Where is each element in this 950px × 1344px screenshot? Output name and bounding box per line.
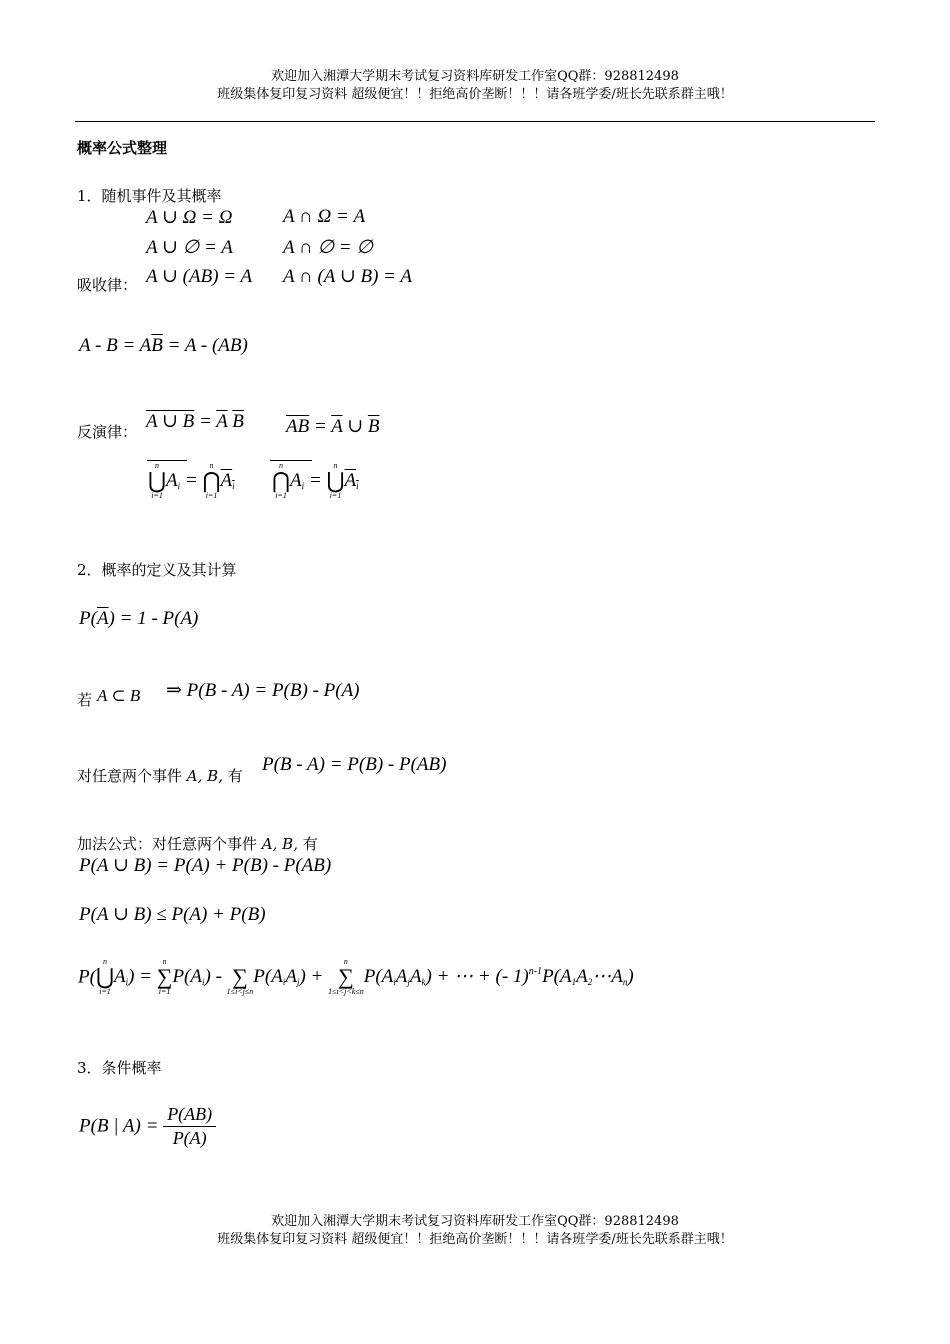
page-footer-line1: 欢迎加入湘潭大学期末考试复习资料库研发工作室QQ群：928812498	[271, 1214, 679, 1229]
section-1-heading: 1．随机事件及其概率	[77, 187, 222, 205]
cond-numerator: P(AB)	[163, 1104, 216, 1127]
formula-addition: P(A ∪ B) = P(A) + P(B) - P(AB)	[79, 855, 332, 876]
overline-bigcap	[270, 460, 312, 461]
formula-union-omega: A ∪ Ω = Ω	[146, 207, 233, 228]
section-2-heading: 2．概率的定义及其计算	[77, 561, 237, 579]
absorption-label: 吸收律：	[77, 276, 138, 294]
formula-subset-condition: A ⊂ B	[97, 686, 141, 705]
formula-inclusion-exclusion: P( n ⋃ i=1 $A_i$) = n ∑ i=1 $P(A_i)$ - ∑ 1≤i<j≤n $P(A_iA_j)$ + n ∑ 1≤i<j<k≤n $P(A_iA_jA_k)$ + ⋯ + (- $1)^{n-1}P(A_1A_2\cdots A_n)$	[78, 957, 634, 996]
cond-denominator: P(A)	[172, 1128, 207, 1148]
section-3-heading: 3．条件概率	[77, 1059, 162, 1077]
header-rule	[75, 121, 875, 122]
formula-addition-inequality: P(A ∪ B) ≤ P(A) + P(B)	[79, 904, 266, 925]
addition-formula-label: 加法公式：对任意两个事件 A, B, 有	[77, 835, 318, 853]
page-footer-line2: 班级集体复印复习资料 超级便宜！！拒绝高价垄断！！！请各班学委/班长先联系群主哦！	[217, 1232, 733, 1247]
formula-demorgan-1: A ∪ $B = \overline{A}$ $\overline{B}$	[146, 411, 244, 432]
if-label: 若	[77, 691, 93, 709]
demorgan-label: 反演律：	[77, 423, 138, 441]
diff-bbar: $\overline{B}$	[151, 335, 163, 356]
formula-intersect-omega: A ∩ Ω = A	[283, 206, 366, 227]
formula-union-empty: A ∪ ∅ = A	[146, 237, 233, 258]
page-header-line2: 班级集体复印复习资料 超级便宜！！拒绝高价垄断！！！请各班学委/班长先联系群主哦！	[217, 87, 733, 102]
formula-demorgan-2: $\overline{AB} = \overline{A}$ ∪ $\overline{B}$	[286, 416, 380, 437]
formula-conditional-probability: P(B | A) = $\frac{P(AB)}{P(A)}$	[79, 1104, 216, 1149]
formula-demorgan-general-2: n ⋂ i=1 $A_i$ = n ⋃ i=1 $A_i$	[272, 461, 359, 500]
page-header-line1: 欢迎加入湘潭大学期末考试复习资料库研发工作室QQ群：928812498	[271, 69, 679, 84]
formula-intersect-empty: A ∩ ∅ = ∅	[283, 237, 373, 258]
overline-bigcup	[147, 460, 187, 461]
formula-complement-probability: $P(\overline{A}) = 1 - P(A)$	[79, 608, 199, 629]
formula-any-two-difference: P(B - A) = P(B) - P(AB)	[262, 754, 447, 775]
diff-start: A - B = A	[79, 335, 152, 356]
formula-absorption-2: A ∩ (A ∪ B) = A	[283, 266, 413, 287]
any-two-events-line: 对任意两个事件 A, B, 有	[77, 767, 243, 785]
formula-difference	[79, 335, 248, 357]
formula-subset-result: ⇒ P(B - A) = P(B) - P(A)	[166, 680, 360, 701]
diff-end: = A - (AB)	[162, 335, 248, 356]
formula-absorption-1: A ∪ (AB) = A	[146, 266, 253, 287]
formula-demorgan-general-1: n ⋃ i=1 $A_i$ = n ⋂ i=1 $A_i$	[148, 461, 235, 500]
document-title: 概率公式整理	[77, 139, 168, 157]
